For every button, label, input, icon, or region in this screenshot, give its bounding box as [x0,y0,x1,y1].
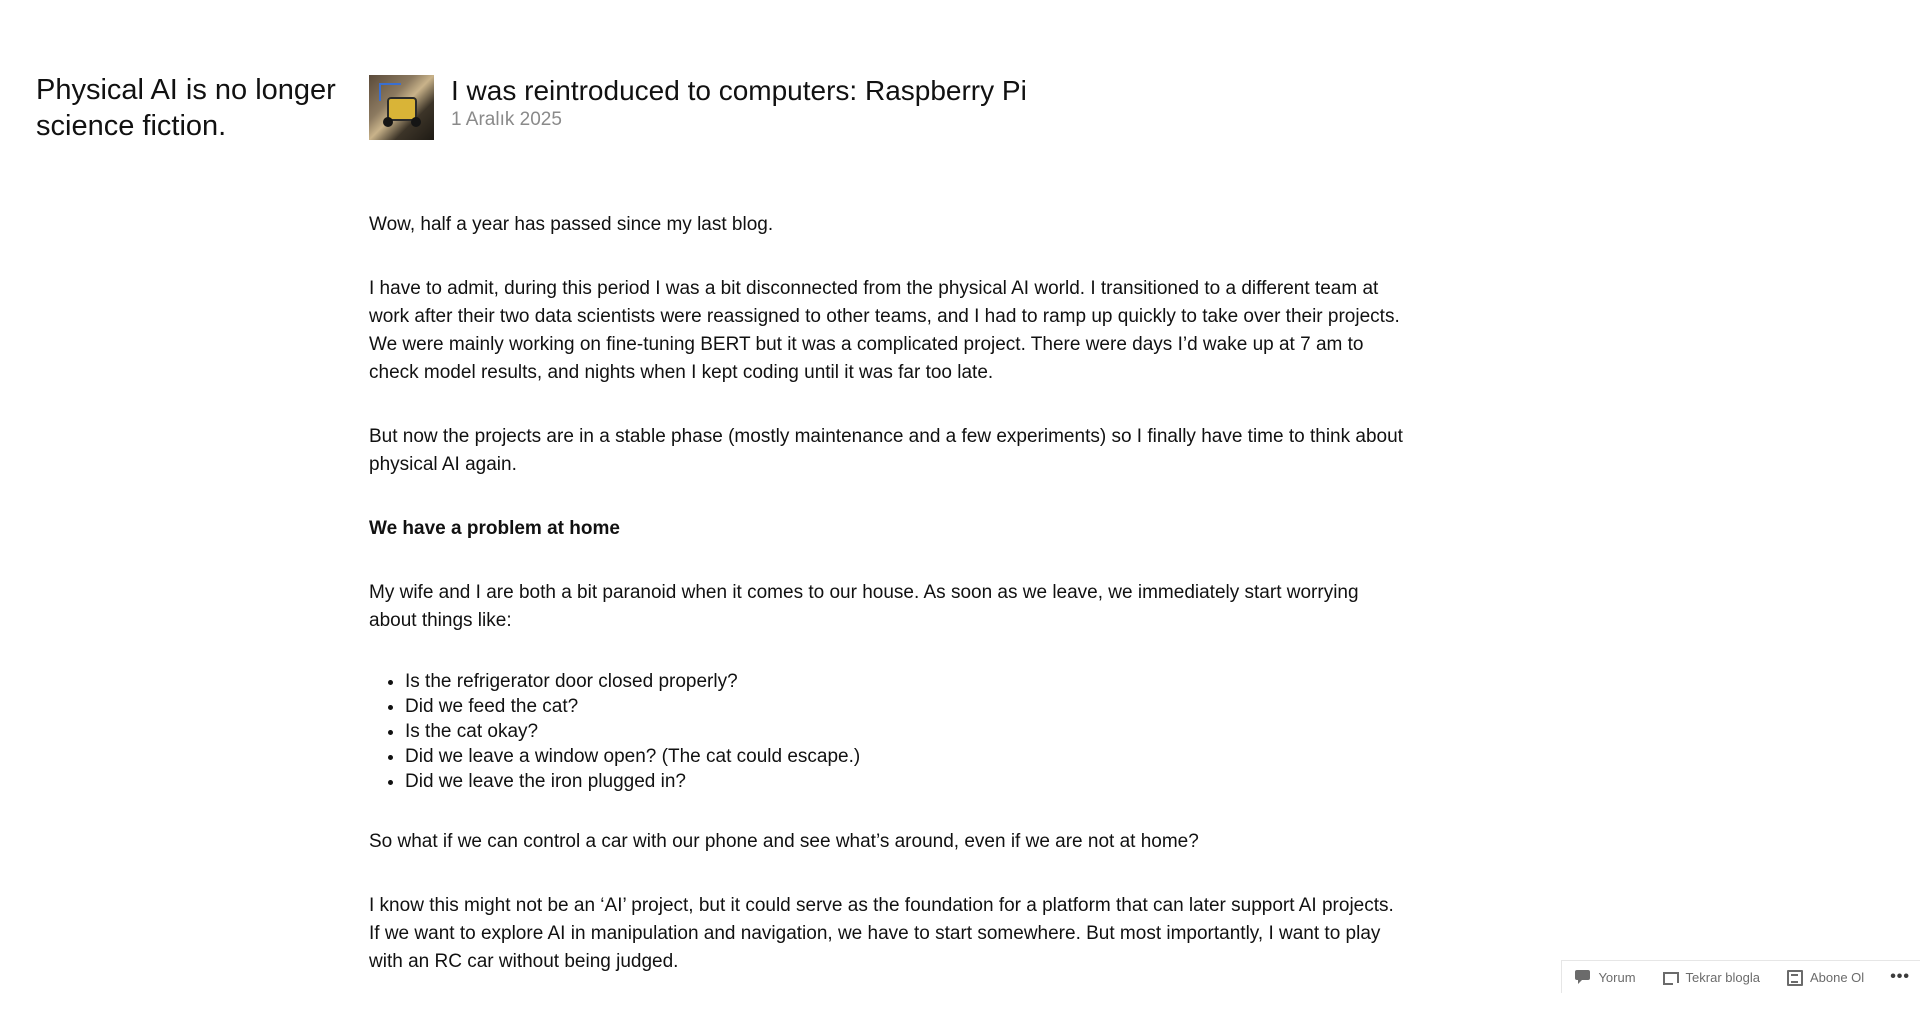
more-options-icon[interactable]: ••• [1890,968,1910,986]
post-title[interactable]: I was reintroduced to computers: Raspberry Pi [451,75,1027,107]
post-content [369,211,1409,1012]
worries-list [369,669,1409,794]
reblog-icon [1662,969,1680,985]
post-header [369,75,1409,141]
thumbnail-wheel [383,117,393,127]
subscribe-button[interactable] [1786,969,1864,985]
list-item: • Did we feed the cat? [405,694,1409,719]
action-bar [1561,960,1920,993]
comment-label: Yorum [1598,970,1635,985]
thumbnail-wheel [411,117,421,127]
list-item: • Did we leave a window open? (The cat could escape.) [405,744,1409,769]
paragraph: But now the projects are in a stable phase (mostly maintenance and a few experiments) so I finally have time to think about physical AI again. [369,423,1409,479]
paragraph: My wife and I are both a bit paranoid when it comes to our house. As soon as we leave, we immediately start worrying about things like: [369,579,1409,635]
paragraph: I know this might not be an ‘AI’ project, but it could serve as the foundation for a platform that can later support AI projects. If we want to explore AI in manipulation and navigation, we have to start somewhere. But most importantly, I want to play with an RC car without being judged. [369,892,1409,976]
list-item: • Is the refrigerator door closed properly? [405,669,1409,694]
reblog-label: Tekrar blogla [1686,970,1760,985]
post-thumbnail[interactable] [369,75,434,140]
comment-button[interactable] [1574,969,1635,985]
comment-icon [1574,969,1592,985]
list-item: • Did we leave the iron plugged in? [405,769,1409,794]
reblog-button[interactable] [1662,969,1760,985]
post-date[interactable]: 1 Aralık 2025 [451,109,562,131]
paragraph: Wow, half a year has passed since my last blog. [369,211,1409,239]
site-title[interactable]: Physical AI is no longer science fiction. [36,72,336,144]
list-item: • Is the cat okay? [405,719,1409,744]
paragraph: So what if we can control a car with our phone and see what’s around, even if we are not at home? [369,828,1409,856]
section-heading: We have a problem at home [369,515,1409,543]
paragraph: I have to admit, during this period I was a bit disconnected from the physical AI world. I transitioned to a different team at work after their two data scientists were reassigned to other teams, and I had to ramp up quickly to take over their projects. We were mainly working on fine-tuning BERT but it was a complicated project. There were days I’d wake up at 7 am to check model results, and nights when I kept coding until it was far too late. [369,275,1409,387]
subscribe-icon [1786,969,1804,985]
subscribe-label: Abone Ol [1810,970,1864,985]
